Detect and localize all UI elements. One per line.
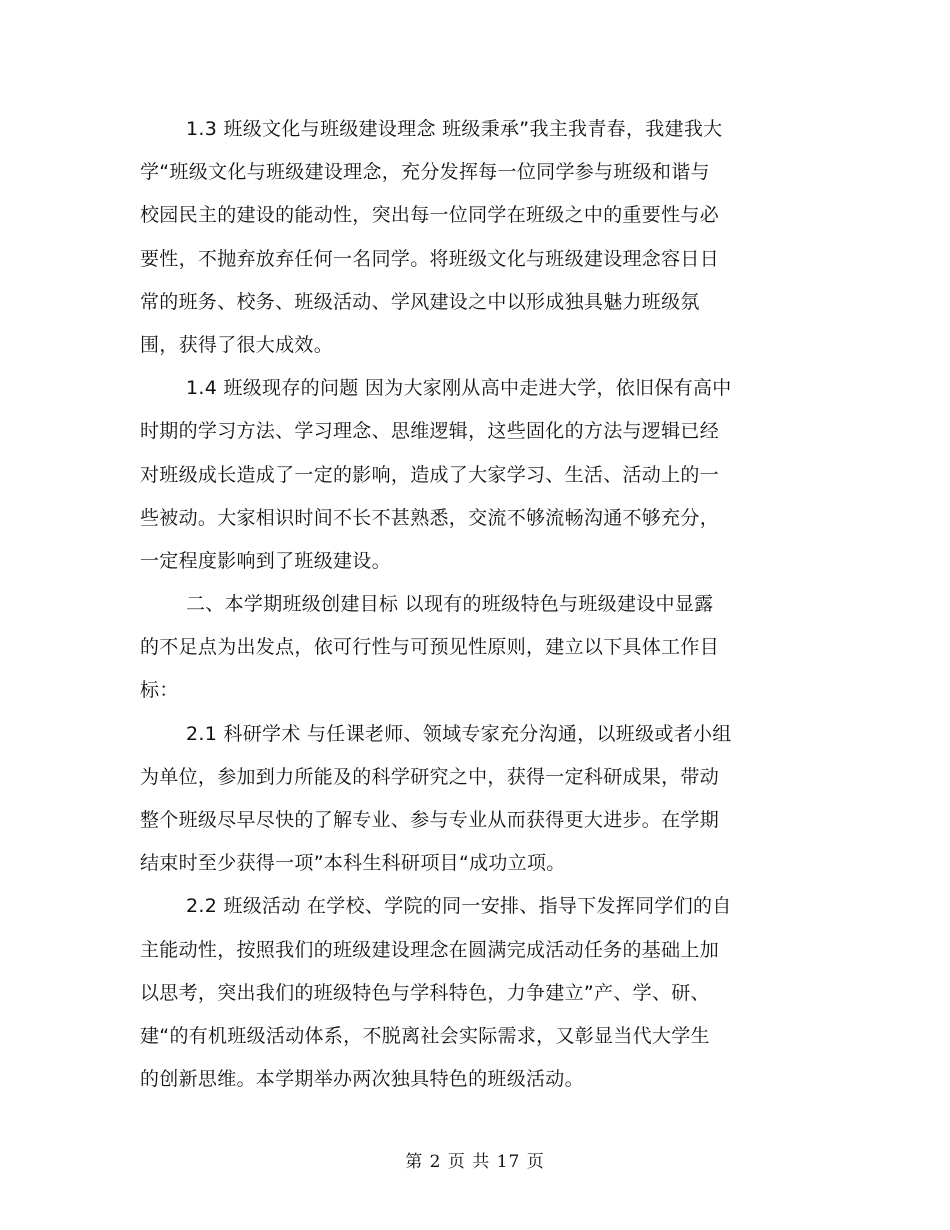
text-line: 建“的有机班级活动体系，不脱离社会实际需求，又彰显当代大学生 xyxy=(140,1024,710,1047)
text-line: 结束时至少获得一项”本科生科研项目“成功立项。 xyxy=(140,852,566,875)
text-line: 2.2 班级活动 在学校、学院的同一安排、指导下发挥同学们的自 xyxy=(186,895,732,918)
text-line: 标： xyxy=(140,679,179,702)
text-line: 些被动。大家相识时间不长不甚熟悉，交流不够流畅沟通不够充分， xyxy=(140,506,720,529)
paragraph-class-activities xyxy=(140,885,800,1101)
paragraph-class-problems xyxy=(140,367,800,583)
text-line: 主能动性，按照我们的班级建设理念在圆满完成活动任务的基础上加 xyxy=(140,938,720,961)
paragraph-class-culture xyxy=(140,108,800,367)
text-line: 为单位，参加到力所能及的科学研究之中，获得一定科研成果，带动 xyxy=(140,765,720,788)
text-line: 2.1 科研学术 与任课老师、领域专家充分沟通，以班级或者小组 xyxy=(186,722,732,745)
paragraph-research xyxy=(140,713,800,886)
text-line: 二、本学期班级创建目标 以现有的班级特色与班级建设中显露 xyxy=(186,593,714,616)
paragraph-semester-goals xyxy=(140,583,800,713)
text-line: 一定程度影响到了班级建设。 xyxy=(140,549,391,572)
text-line: 校园民主的建设的能动性，突出每一位同学在班级之中的重要性与必 xyxy=(140,204,720,227)
text-line: 时期的学习方法、学习理念、思维逻辑，这些固化的方法与逻辑已经 xyxy=(140,420,720,443)
text-line: 对班级成长造成了一定的影响，造成了大家学习、生活、活动上的一 xyxy=(140,463,720,486)
page-number-footer: 第 2 页 共 17 页 xyxy=(405,1152,545,1172)
text-line: 围，获得了很大成效。 xyxy=(140,333,334,356)
text-line: 整个班级尽早尽快的了解专业、参与专业从而获得更大进步。在学期 xyxy=(140,809,720,831)
text-line: 要性，不抛弃放弃任何一名同学。将班级文化与班级建设理念容日日 xyxy=(140,247,720,270)
text-line: 以思考，突出我们的班级特色与学科特色，力争建立”产、学、研、 xyxy=(140,981,710,1004)
text-line: 的不足点为出发点，依可行性与可预见性原则，建立以下具体工作目 xyxy=(140,636,720,659)
text-line: 1.3 班级文化与班级建设理念 班级秉承”我主我青春，我建我大 xyxy=(186,118,723,140)
text-line: 学“班级文化与班级建设理念，充分发挥每一位同学参与班级和谐与 xyxy=(140,161,710,184)
text-line: 的创新思维。本学期举办两次独具特色的班级活动。 xyxy=(140,1068,584,1091)
text-line: 1.4 班级现存的问题 因为大家刚从高中走进大学，依旧保有高中 xyxy=(186,377,732,400)
text-line: 常的班务、校务、班级活动、学风建设之中以形成独具魅力班级氛 xyxy=(140,290,700,313)
document-body xyxy=(140,108,800,1101)
